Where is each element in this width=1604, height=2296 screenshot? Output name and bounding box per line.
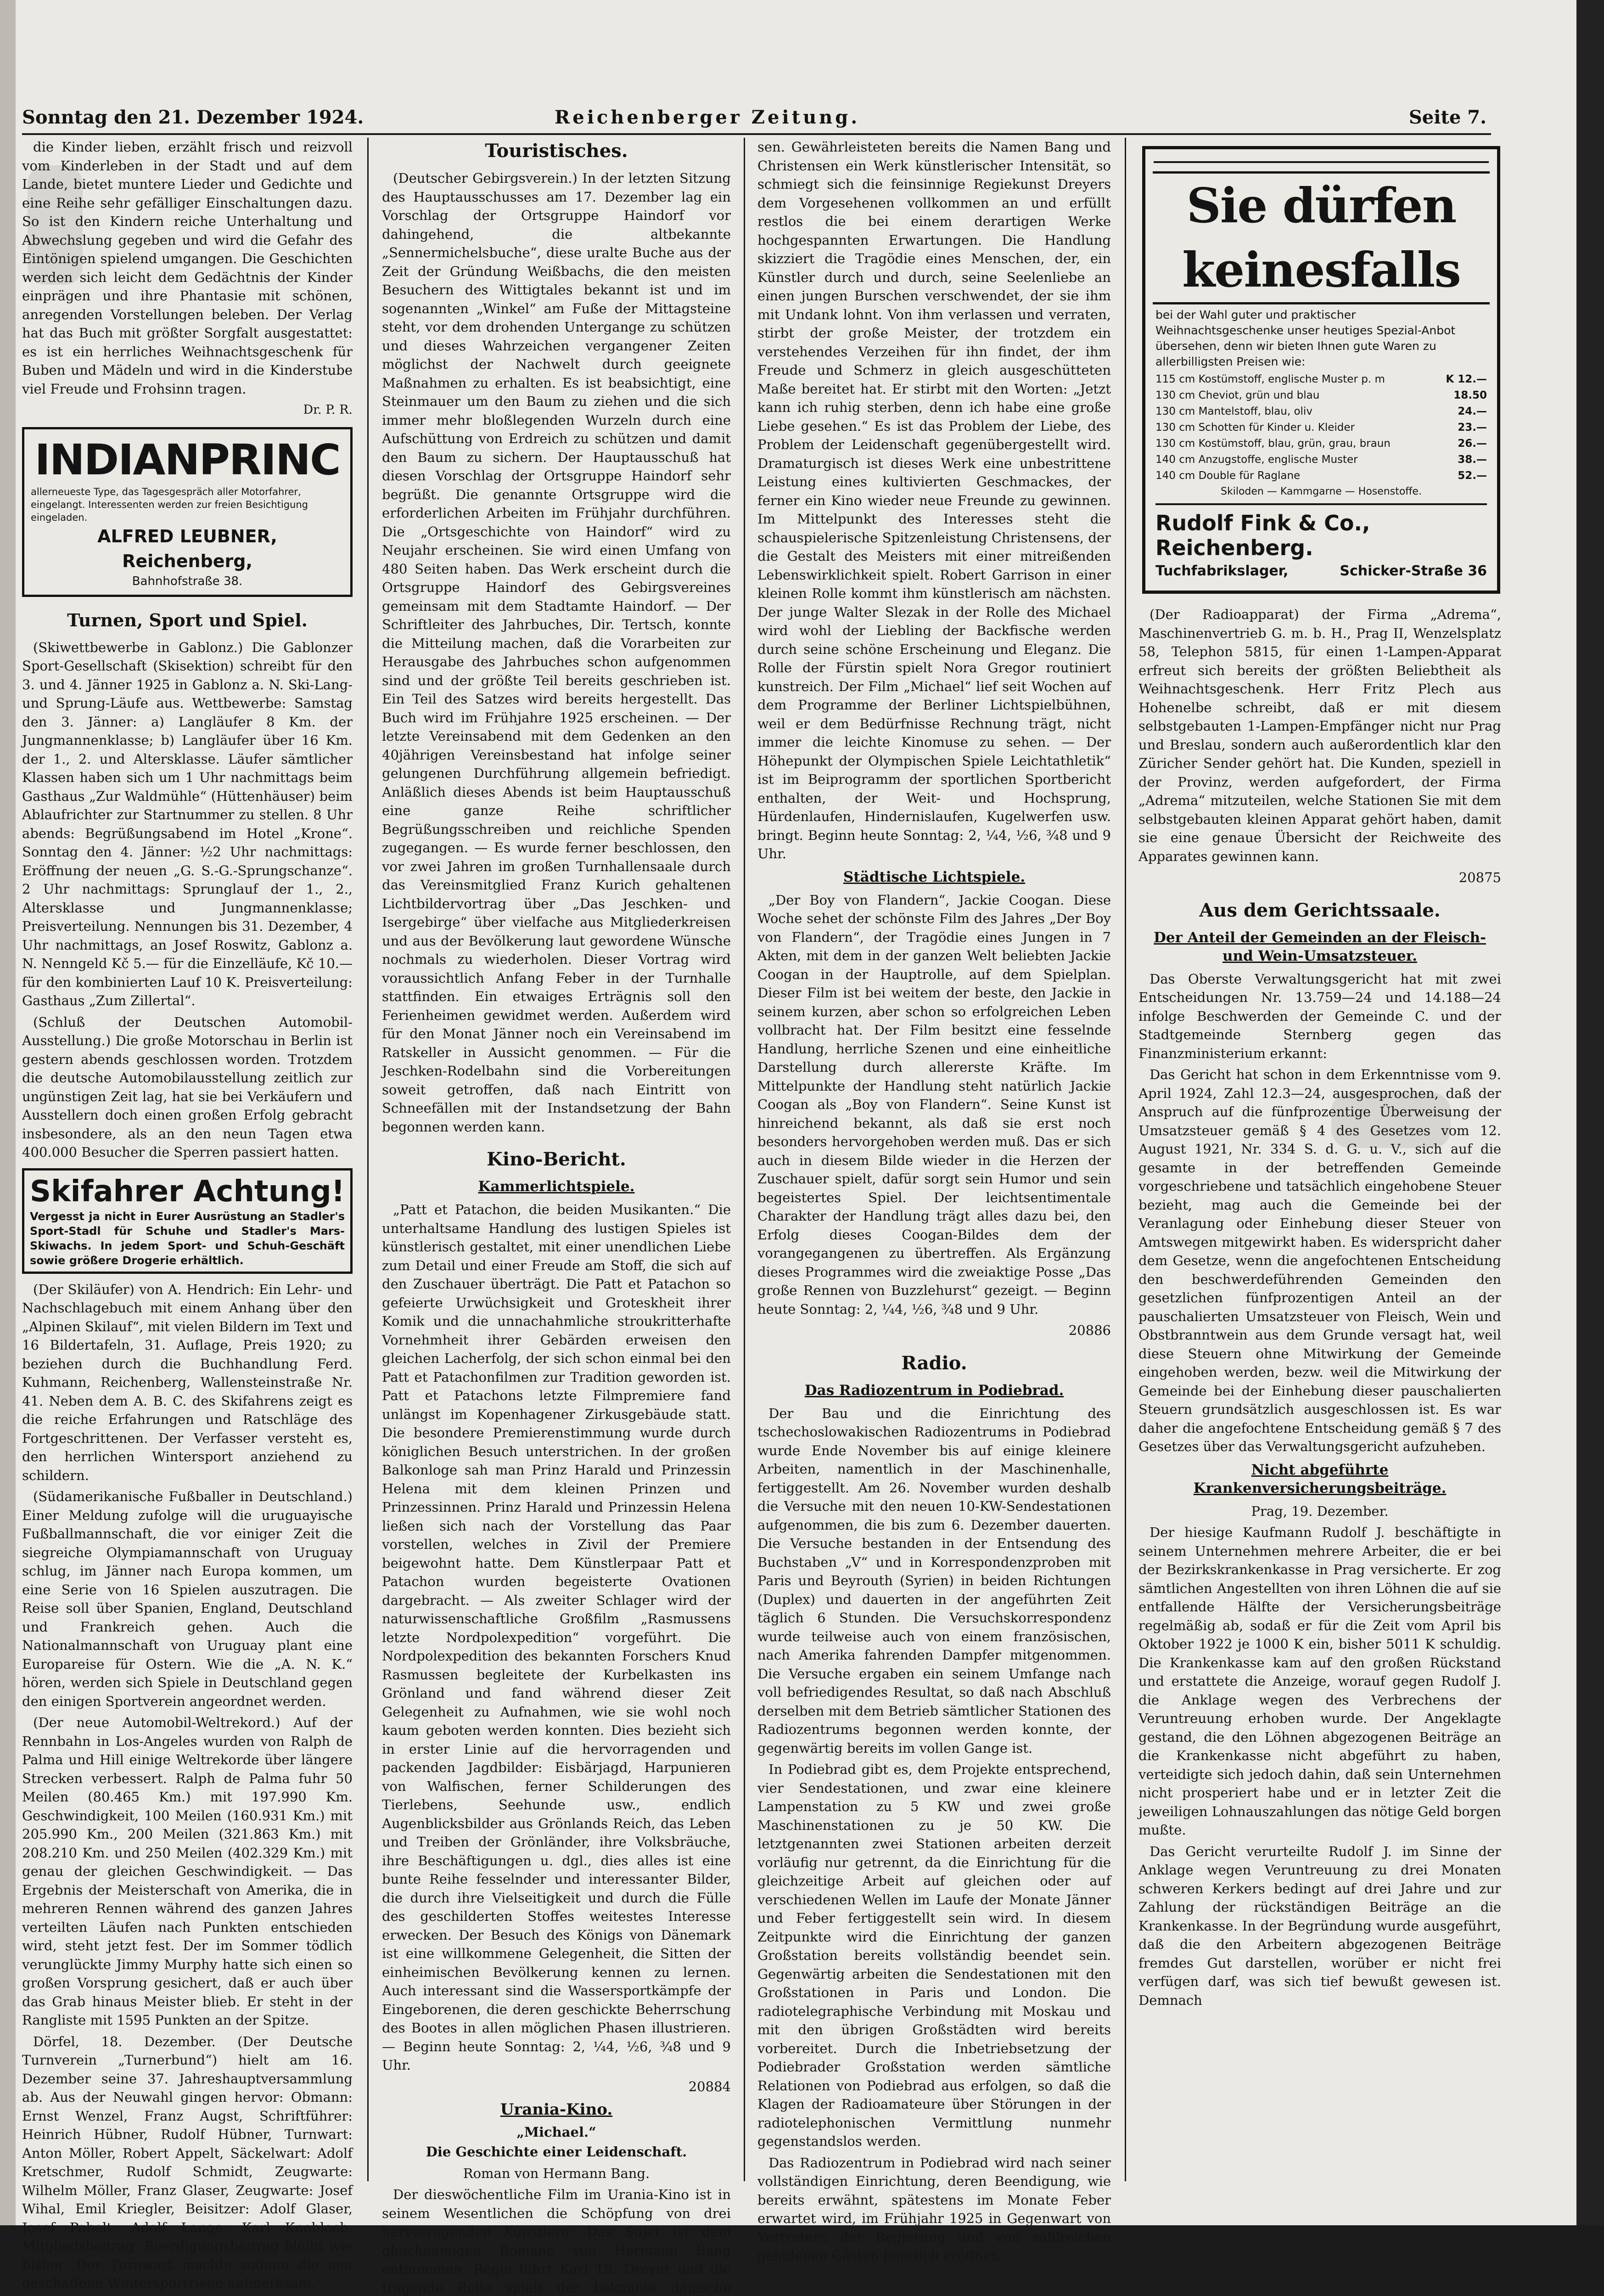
price-row: 115 cm Kostümstoff, englische Muster p. m K 12.— bbox=[1155, 373, 1487, 385]
sport-heading: Turnen, Sport und Spiel. bbox=[67, 609, 308, 630]
adrema-radio-notice: (Der Radioapparat) der Firma „Adrema“, Maschinenvertrieb G. m. b. H., Prag II, Wenzelsplatz 58, Telephon 5815, für einen 1-Lampen-Apparat erfreut sich bereits der größten Beliebtheit als Weihnachtsgeschenk. Herr Fritz Plech aus Hohenelbe schreibt, daß er mit diesem selbstgebauten 1-Lampen-Empfänger nicht nur Prag und Breslau, sondern auch außerordentlich klar den Züricher Sender gehört hat. Die Kunden, speziell in der Provinz, werden aufgefordert, der Firma „Adrema“ mitzuteilen, welche Stationen Sie mit dem selbstgebauten kleinen Apparat gehört haben, damit sie eine genaue Übersicht der Reichweite des Apparates gewinnen kann. bbox=[1139, 607, 1501, 864]
gerichtssaal-subheading: Der Anteil der Gemeinden an der Fleisch- und Wein-Umsatzsteuer. bbox=[1154, 929, 1486, 964]
radio-paragraph-3: Das Radiozentrum in Podiebrad wird nach seiner vollständigen Einrichtung, deren Beendigung, wie bereits erwähnt, spätestens im Monate Feber erwartet wird, im Frühjahr 1925 in Gegenwart von Vertretern der Regierung und von zahlreichen geladenen Gästen feierlich eröffnet. bbox=[757, 2155, 1111, 2263]
price-row: 130 cm Cheviot, grün und blau 18.50 bbox=[1155, 389, 1487, 401]
radio-heading: Radio. bbox=[901, 1352, 967, 1374]
staedtische-lichtspiele-number: 20886 bbox=[1068, 1322, 1111, 1338]
krankenversicherung-heading: Nicht abgeführte Krankenversicherungsbeiträge. bbox=[1193, 1461, 1447, 1497]
column-rule-3 bbox=[1125, 138, 1126, 2181]
urania-film-title: „Michael.“ bbox=[516, 2124, 596, 2140]
page-left-edge bbox=[0, 0, 16, 2225]
gerichtssaal-heading: Aus dem Gerichtssaale. bbox=[1199, 899, 1441, 921]
touristisches-heading: Touristisches. bbox=[485, 140, 628, 162]
ad-indian-title: INDIANPRINC bbox=[34, 435, 340, 484]
ad-ski-title: Skifahrer Achtung! bbox=[30, 1174, 345, 1209]
sport-skilaeufer-book: (Der Skiläufer) von A. Hendrich: Ein Lehr- und Nachschlagebuch mit einem Anhang über den „Alpinen Skilauf“, mit vielen Bildern im Text und 16 Bildertafeln, 31. Auflage, Preis 1920; zu beziehen durch die Buchhandlung Ferd. Kuhmann, Reichenberg, Wallensteinstraße Nr. 41. Neben dem A. B. C. des Skifahrens zeigt es die reiche Erfahrungen und Ratschläge des Fortgeschrittenen. Der Verfasser versteht es, den herrlichen Wintersport anziehend zu schildern. bbox=[22, 1281, 353, 1483]
ad-indian-dealer: ALFRED LEUBNER, Reichenberg, bbox=[97, 526, 277, 571]
page-right-edge bbox=[1576, 0, 1604, 2225]
header-page-number: Seite 7. bbox=[1408, 107, 1486, 128]
sport-ski-competition: (Skiwettbewerbe in Gablonz.) Die Gablonzer Sport-Gesellschaft (Skisektion) schreibt für den 3. und 4. Jänner 1925 in Gablonz a. N. Ski-Lang- und Sprung-Läufe aus. Wettbewerbe: Samstag den 3. Jänner: a) Langläufer 8 Km. der Jungmannenklasse; b) Langläufer über 16 Km. der 1., 2. und Altersklasse. Läufer sämtlicher Klassen haben sich um 1 Uhr nachmittags beim Gasthaus „Zur Waldmühle“ (Hüttenhäuser) beim Ablaufrichter zur Startnummer zu stellen. 8 Uhr abends: Begrüßungsabend im Hotel „Krone“. Sonntag den 4. Jänner: ½2 Uhr nachmittags: Eröffnung der neuen „G. S.-G.-Sprungschanze“. 2 Uhr nachmittags: Sprunglauf der 1., 2., Altersklasse und Jungmannenklasse; Preisverteilung. Nennungen bis 31. Dezember, 4 Uhr nachmittags, an Josef Roswitz, Gablonz a. N. Nenngeld Kč 5.— für die Einzelläufe, Kč 10.— für den kombinierten Lauf 10 K. Preisverteilung: Gasthaus „Zum Zillertal“. bbox=[22, 639, 353, 1008]
column-3 bbox=[757, 138, 1111, 2263]
adrema-radio-number: 20875 bbox=[1458, 870, 1501, 885]
urania-film-subtitle: Die Geschichte einer Leidenschaft. bbox=[426, 2144, 687, 2160]
price-row: 140 cm Double für Raglane 52.— bbox=[1155, 470, 1487, 482]
ad-fink-headline: Sie dürfen keinesfalls bbox=[1153, 171, 1490, 304]
column-4 bbox=[1139, 605, 1501, 2189]
sport-turnverein-doerfel: Dörfel, 18. Dezember. (Der Deutsche Turnverein „Turnerbund“) hielt am 16. Dezember seine 37. Jahreshauptversammlung ab. Aus der Neuwahl gingen hervor: Obmann: Ernst Wenzel, Franz Augst, Schriftführer: Heinrich Hübner, Rudolf Hübner, Turnwart: Anton Möller, Robert Appelt, Säckelwart: Adolf Kretschmer, Rudolf Schmidt, Zeugwarte: Wilhelm Möller, Franz Glaser, Zeugwarte: Josef Wihal, Emil Kriegler, Beisitzer: Adolf Glaser, Josef Pabelt, Adolf Lange, Karl Knobloch. Mitgliedsbeitrag, Beerdigungsbeitrag bleibt wie bisher. Der Turnwart machte sodann die neu geschaffene Wintersportriege aufmerksam. bbox=[22, 2033, 353, 2291]
ad-fink-top-rule bbox=[1154, 159, 1489, 163]
ad-indian-text: allerneueste Type, das Tagesgespräch aller Motorfahrer, eingelangt. Interessenten werden zur freien Besichtigung eingeladen. bbox=[31, 486, 308, 523]
ad-skifahrer bbox=[22, 1168, 353, 1274]
ad-indian-address: Bahnhofstraße 38. bbox=[132, 574, 243, 588]
krankenversicherung-paragraph-2: Das Gericht verurteilte Rudolf J. im Sinne der Anklage wegen Veruntreuung zu drei Monaten schweren Kerkers bedingt auf drei Jahre und zur Zahlung der rückständigen Beiträge an die Krankenkasse. In der Begründung wurde ausgeführt, daß die den Arbeitern abgezogenen Beiträge fremdes Gut darstellen, worüber er nicht frei verfügen darf, was sich tief bewußt gewesen ist. Demnach bbox=[1139, 1843, 1501, 2008]
kammerlichtspiele-heading: Kammerlichtspiele. bbox=[478, 1178, 635, 1195]
ad-rudolf-fink bbox=[1142, 146, 1500, 594]
ad-fink-intro: bei der Wahl guter und praktischer Weihnachtsgeschenke unser heutiges Spezial-Anbot übersehen, denn wir bieten Ihnen gute Waren zu allerbilligsten Preisen wie: bbox=[1155, 308, 1456, 368]
krankenversicherung-dateline: Prag, 19. Dezember. bbox=[1251, 1503, 1389, 1519]
column-rule-2 bbox=[744, 138, 745, 2181]
ad-fink-extra: Skiloden — Kammgarne — Hosenstoffe. bbox=[1221, 486, 1422, 497]
kammerlichtspiele-review: „Patt et Patachon, die beiden Musikanten.“ Die unterhaltsame Handlung des lustigen Spieles ist künstlerisch gestaltet, mit einer unendlichen Liebe zum Detail und einer Freude am Stoff, die sich auf den Zuschauer überträgt. Die Patt et Patachon so gefeierte Urwüchsigkeit und Groteskheit ihrer Komik und die unnachahmliche stroukritterhafte Vornehmheit ihrer Gebärden erweisen den gleichen Lacherfolg, der sich schon einmal bei den Patt et Patachonfilmen zur Tradition geworden ist. Patt et Patachons letzte Filmpremiere fand unlängst im Kopenhagener Zirkusgebäude statt. Die besondere Premierenstimmung wurde durch königlichen Besuch unterstrichen. In der großen Balkonloge sah man Prinz Harald und Prinzessin Helena mit dem kleinen Prinzen und Prinzessinnen. Prinz Harald und Prinzessin Helena ließen sich nach der Vorstellung das Paar vorstellen, welches in Zivil der Premiere beigewohnt hatte. Dem Künstlerpaar Patt et Patachon wurden begeisterte Ovationen dargebracht. — Als zweiter Schlager wird der naturwissenschaftliche Großfilm „Rasmussens letzte Nordpolexpedition“ vorgeführt. Die Nordpolexpedition des bekannten Forschers Knud Rasmussen begleitete der Kurbelkasten ins Grönland und fand während dieser Zeit Gelegenheit zu Aufnahmen, wie sie wohl noch kaum geboten werden konnten. Dies bezieht sich in erster Linie auf die hervorragenden und packenden Jagdbilder: Eisbärjagd, Harpunieren von Walfischen, ferner Schilderungen des Tierlebens, Seehunde usw., endlich Augenblicksbilder aus Grönlands Reich, das Leben und Treiben der Grönländer, ihre Volksbräuche, ihre Beschäftigungen u. dgl., dies alles ist eine bunte Reihe fesselnder und interessanter Bilder, die durch ihre Vielseitigkeit und durch die Fülle des geschilderten Stoffes weitestes Interesse erwecken. Der Besuch des Königs von Dänemark ist eine willkommene Gelegenheit, die Sitten der einheimischen Bevölkerung kennen zu lernen. Auch interessant sind die Wassersportkämpfe der Eingeborenen, die deren geschickte Beherrschung des Bootes in allen möglichen Phasen illustrieren. — Beginn heute Sonntag: 2, ¼4, ½6, ¾8 und 9 Uhr. bbox=[382, 1202, 731, 2073]
urania-film-author: Roman von Hermann Bang. bbox=[463, 2165, 650, 2181]
urania-review-continued: sen. Gewährleisteten bereits die Namen Bang und Christensen ein Werk künstlerischer Intensität, so schmiegt sich die feinsinnige Regiekunst Dreyers dem Vorgesehenen vollkommen an und erfüllt restlos die bei einem derartigen Werke hochgespannten Erwartungen. Die Handlung skizziert die Tragödie eines Menschen, der, ein Künstler durch und durch, seine Seelenliebe an einen jungen Burschen verschwendet, der sie ihm mit Undank lohnt. Von ihm verlassen und verraten, stirbt der große Meister, der trotzdem ein verstehendes Verzeihen für ihn findet, der ihm Freude und Schmerz in gleich ausgeschütteten Maße bereitet hat. Er stirbt mit den Worten: „Jetzt kann ich ruhig sterben, denn ich habe eine große Liebe gesehen.“ Es ist das Problem der Liebe, des Problem der Leidenschaft gegenübergestellt wird. Dramaturgisch ist dieses Werk eine unbestrittene Leistung eines kultivierten Geschmackes, der ferner ein Kino wieder neue Freunde zu gewinnen. Im Mittelpunkt des Interesses steht die schauspielerische Spitzenleistung Christensens, der die Gestalt des Meisters mit einer mitreißenden Lebenswirklichkeit spielt. Robert Garrison in einer kleinen Rolle kommt ihm künstlerisch am nächsten. Der junge Walter Slezak in der Rolle des Michael wird wohl der Liebling der Backfische werden durch seine schöne Erscheinung und Eleganz. Die Rolle der Fürstin spielt Nora Gregor routiniert kunstreich. Der Film „Michael“ lief seit Wochen auf dem Programme der Berliner Lichtspielbühnen, weil er dem Bedürfnisse Rechnung trägt, nicht immer die leichte Kinomuse zu sehen. — Der Höhepunkt der Olympischen Spiele Leichtathletik“ ist im Beiprogramm der sportlichen Sportbericht enthalten, der Weit- und Hochsprung, Hürdenlaufen, Hindernislaufen, Kugelwerfen usw. bringt. Beginn heute Sonntag: 2, ¼4, ½6, ¾8 und 9 Uhr. bbox=[757, 139, 1111, 861]
ad-fink-address bbox=[1155, 562, 1487, 580]
price-row: 140 cm Anzugstoffe, englische Muster 38.— bbox=[1155, 454, 1487, 466]
children-book-review: die Kinder lieben, erzählt frisch und reizvoll vom Kinderleben in der Stadt und auf dem Lande, bietet muntere Lieder und Gedichte und eine Reihe sehr gefälliger Einschaltungen dazu. So ist den Kindern reiche Unterhaltung und Abwechslung gegeben und wird die Gefahr des Eintönigen spielend umgangen. Die Geschichten werden sich leicht dem Gedächtnis der Kinder einprägen und ihre Phantasie mit schönen, anregenden Vorstellungen beleben. Der Verlag hat das Buch mit größter Sorgfalt ausgestattet: es ist ein herrliches Weihnachtsgeschenk für Buben und Mädeln und wird in die Kinderstube viel Freude und Frohsinn tragen. bbox=[22, 139, 353, 397]
ad-ski-text: Vergesst ja nicht in Eurer Ausrüstung an Stadler's Sport-Stadl für Schuhe und Stadler's Mars-Skiwachs. In jedem Sport- und Schuh-Geschäft sowie größere Drogerie erhältlich. bbox=[30, 1210, 345, 1267]
page-header bbox=[22, 107, 1486, 132]
ad-fink-firm: Rudolf Fink & Co., Reichenberg. bbox=[1155, 503, 1487, 560]
children-book-signature: Dr. P. R. bbox=[303, 403, 353, 417]
kammerlichtspiele-number: 20884 bbox=[688, 2078, 731, 2094]
header-rule bbox=[22, 133, 1491, 135]
print-smudge bbox=[1331, 1093, 1451, 1148]
kino-bericht-heading: Kino-Bericht. bbox=[487, 1148, 626, 1170]
ad-fink-address-right: Schicker-Straße 36 bbox=[1340, 563, 1487, 579]
gerichtssaal-paragraph-2: Das Gericht hat schon in dem Erkenntnisse vom 9. April 1924, Zahl 12.3—24, ausgesprochen, daß der Anspruch auf die fünfprozentige Überweisung der Umsatzsteuer gemäß § 4 des Gesetzes vom 12. August 1921, Nr. 334 S. d. G. u. V., sich auf die gesamte in der betreffenden Gemeinde vorgeschriebene und tatsächlich eingehobene Steuer bezieht, mag auch die Gemeinde bei der Veranlagung oder Einhebung dieser Steuer von Amtswegen mitgewirkt haben. Es widerspricht daher dem Gesetze, wenn die angefochtenen Entscheidung den beschwerdeführenden Gemeinden den gesetzlichen fünfprozentigen Anteil an der pauschalierten Umsatzsteuer von Fleisch, Wein und Obstbranntwein aus dem Grunde versagt hat, weil diese Steuern ohne Mitwirkung der Gemeinde eingehoben werden, bezw. weil die Mitwirkung der Gemeinde bei der Einhebung dieser pauschalierten Steuern grundsätzlich ausgeschlossen ist. Es war daher die angefochtene Entscheidung gemäß § 7 des Gesetzes über das Verwaltungsgericht aufzuheben. bbox=[1139, 1067, 1501, 1454]
sport-auto-world-record: (Der neue Automobil-Weltrekord.) Auf der Rennbahn in Los-Angeles wurden von Ralph de Palma und Hill einige Weltrekorde über längere Strecken verbessert. Ralph de Palma fuhr 50 Meilen (80.465 Km.) mit 197.990 Km. Geschwindigkeit, 100 Meilen (160.931 Km.) mit 205.990 Km., 200 Meilen (321.863 Km.) mit 208.210 Km. und 250 Meilen (402.329 Km.) mit genau der gleichen Geschwindigkeit. — Das Ergebnis der Meisterschaft von Amerika, die in mehreren Rennen während des ganzen Jahres verteilten Läufen nach Punkten entschieden wird, steht jetzt fest. Der im Sommer tödlich verunglückte Jimmy Murphy hatte sich einen so großen Vorsprung gesichert, daß er auch über das Grab hinaus Meister blieb. Er steht in der Rangliste mit 1595 Punkten an der Spitze. bbox=[22, 1715, 353, 2028]
price-row: 130 cm Schotten für Kinder u. Kleider 23.— bbox=[1155, 422, 1487, 433]
gebirgsverein-report: (Deutscher Gebirgsverein.) In der letzten Sitzung des Hauptausschusses am 17. Dezember lag ein Vorschlag der Ortsgruppe Haindorf vor dahingehend, die altbekannte „Sennermichelsbuche“, diese uralte Buche aus der Zeit der Gründung Weißbachs, die den meisten Besuchern des Wittigtales bekannt ist und im sogenannten „Winkel“ am Fuße der Mittagsteine steht, vor dem drohenden Untergange zu schützen und dieses Wahrzeichen vergangener Zeiten möglichst der Nachwelt durch geeignete Maßnahmen zu erhalten. Es ist beabsichtigt, eine Steinmauer um den Baum zu ziehen und die sich immer mehr bloßlegenden Wurzeln durch eine Aufschüttung von Erdreich zu schützen und damit den Baum zu sichern. Der Hauptausschuß hat diesen Vorschlag der Ortsgruppe Haindorf sehr begrüßt. Die genannte Ortsgruppe wird die erforderlichen Arbeiten im Frühjahr durchführen. Die „Ortsgeschichte von Haindorf“ wird zu Neujahr erscheinen. Sie wird einen Umfang von 480 Seiten haben. Das Werk erscheint durch die Ortsgruppe Haindorf des Gebirgsvereines gemeinsam mit dem Stadtamte Haindorf. — Der Schriftleiter des Jahrbuches, Dir. Tertsch, konnte die Mitteilung machen, daß die Vorarbeiten zur Herausgabe des Jahrbuches schon aufgenommen sind und der größte Teil bereits geschrieben ist. Ein Teil des Satzes wird bereits hergestellt. Das Buch wird im Frühjahre 1925 erscheinen. — Der letzte Vereinsabend mit dem Gedenken an den 40jährigen Vereinsbestand hat infolge seiner gelungenen Durchführung allgemein befriedigt. Anläßlich dieses Abends ist beim Hauptausschuß eine ganze Reihe schriftlicher Begrüßungsschreiben und reichliche Spenden zugegangen. — Es wurde ferner beschlossen, den vor zwei Jahren im großen Turnhallensaale durch das Vereinsmitglied Franz Kurich gehaltenen Lichtbildervortrag über „Das Jeschken- und Isergebirge“ über vielfache aus Mitgliederkreisen und aus der Bevölkerung laut gewordene Wünsche nochmals zu wiederholen. Dieser Vortrag wird voraussichtlich Anfang Feber in der Turnhalle stattfinden. Ein etwaiges Erträgnis soll den Ferienheimen gewidmet werden. Außerdem wird für den Monat Jänner noch ein Vereinsabend im Ratskeller in Aussicht genommen. — Für die Jeschken-Rodelbahn sind die Vorbereitungen soweit getroffen, daß nach Eintritt von Schneefällen mit der Instandsetzung der Bahn begonnen werden kann. bbox=[382, 170, 731, 1135]
price-row: 130 cm Kostümstoff, blau, grün, grau, braun 26.— bbox=[1155, 438, 1487, 450]
price-row: 130 cm Mantelstoff, blau, oliv 24.— bbox=[1155, 405, 1487, 417]
radio-paragraph-2: In Podiebrad gibt es, dem Projekte entsprechend, vier Sendestationen, und zwar eine kleinere Lampenstation zu 5 KW und zwei große Maschinenstationen zu je 50 KW. Die letztgenannten zwei Stationen arbeiten derzeit vorläufig nur getrennt, da die Einrichtung für die gleichzeitige Arbeit auf gleichen oder auf verschiedenen Wellen im Laufe der Monate Jänner und Feber fertiggestellt sein wird. In diesem Zeitpunkte wird die Einrichtung der ganzen Großstation bereits vollständig beendet sein. Gegenwärtig arbeiten die Sendestationen mit den Großstationen in Paris und London. Die radiotelegraphische Verbindung mit Moskau und mit den übrigen Großstädten wird bereits vorbereitet. Durch die Inbetriebsetzung der Podiebrader Großstation werden sämtliche Relationen von Podiebrad aus erfolgen, so daß die Klagen der Radioamateure über Störungen in der radiotelephonischen Vermittlung nunmehr gegenstandslos werden. bbox=[757, 1761, 1111, 2149]
print-smudge bbox=[28, 165, 83, 285]
urania-review: Der dieswöchentliche Film im Urania-Kino ist in seinem Wesentlichen die Schöpfung von drei hervorragenden Künstlern: Das Sujet ist dem gleichnamigen Romane von Hermann Bang entnommen, Regie führt Karl Th. Dreyer und die tragende Rolle spielt der bekannte dänische bbox=[382, 2187, 731, 2296]
header-masthead: Reichenberger Zeitung. bbox=[555, 107, 860, 128]
column-1 bbox=[22, 138, 353, 2291]
staedtische-lichtspiele-review: „Der Boy von Flandern“, Jackie Coogan. Diese Woche sehet der schönste Film des Jahres „Der Boy von Flandern“, der Tragödie eines Jungen in 7 Akten, mit dem in der ganzen Welt beliebten Jackie Coogan in der Hauptrolle, auf dem Spielplan. Dieser Film ist bei weitem der beste, den Jackie in seinem kurzen, aber schon so erfolgreichen Leben vollbracht hat. Der Film besitzt eine fesselnde Handlung, herrliche Szenen und eine einheitliche Darstellung durch allererste Kräfte. Im Mittelpunkte der Handlung steht natürlich Jackie Coogan als „Boy von Flandern“. Seine Kunst ist hinreichend bekannt, als daß sie erst noch besonders hervorgehoben werden muß. Das er sich auch in diesem Bilde wieder in die Herzen der Zuschauer spielt, dafür sorgt sein Humor und sein begeistertes Spiel. Der leichtsentimentale Charakter der Handlung trägt alles dazu bei, den Erfolg dieses Coogan-Bildes dem der vorangegangenen zu übertreffen. Als Ergänzung dieses Programmes wird die zweiaktige Posse „Das große Rennen von Buzzlehurst“ gezeigt. — Beginn heute Sonntag: 2, ¼4, ½6, ¾8 und 9 Uhr. bbox=[757, 892, 1111, 1317]
header-date: Sonntag den 21. Dezember 1924. bbox=[22, 107, 364, 128]
gerichtssaal-paragraph-1: Das Oberste Verwaltungsgericht hat mit zwei Entscheidungen Nr. 13.759—24 und 14.188—24 infolge Beschwerden der Gemeinde C. und der Stadtgemeinde Sternberg gegen das Finanzministerium erkannt: bbox=[1139, 971, 1501, 1061]
radio-subheading: Das Radiozentrum in Podiebrad. bbox=[804, 1382, 1064, 1399]
krankenversicherung-paragraph-1: Der hiesige Kaufmann Rudolf J. beschäftigte in seinem Unternehmen mehrere Arbeiter, die er bei der Bezirkskrankenkasse in Prag versicherte. Er zog sämtlichen Angestellten von ihren Löhnen die auf sie entfallende Hälfte der Versicherungsbeiträge regelmäßig ab, sodaß er für die Zeit vom April bis Oktober 1922 je 1000 K ein, bisher 5011 K schuldig. Die Krankenkasse kam auf den großen Rückstand und erstattete die Anzeige, worauf gegen Rudolf J. die Anklage wegen des Verbrechens der Veruntreuung erhoben wurde. Der Angeklagte gestand, die den Löhnen abgezogenen Beiträge an die Krankenkasse nicht abgeführt zu haben, verteidigte sich jedoch dahin, daß sein Unternehmen nicht prosperiert habe und er in letzter Zeit die jeweiligen Lohnauszahlungen das nötige Geld borgen mußte. bbox=[1139, 1525, 1501, 1838]
staedtische-lichtspiele-heading: Städtische Lichtspiele. bbox=[843, 868, 1026, 885]
sport-south-american-football: (Südamerikanische Fußballer in Deutschland.) Einer Meldung zufolge will die uruguayische Fußballmannschaft, die vor einiger Zeit die siegreiche Olympiamannschaft von Uruguay schlug, im Jänner nach Europa kommen, um eine Serie von 16 Spielen auszutragen. Die Reise soll über Spanien, England, Deutschland und Frankreich gehen. Auch die Nationalmannschaft von Uruguay plant eine Europareise für Ostern. Wie die „A. N. K.“ hören, werden sich Spiele in Deutschland gegen den einigen Sportverein angeordnet werden. bbox=[22, 1489, 353, 1709]
ad-indian-motorcycle bbox=[22, 427, 353, 597]
ad-fink-address-left: Tuchfabrikslager, bbox=[1155, 563, 1289, 579]
urania-kino-heading: Urania-Kino. bbox=[500, 2100, 613, 2119]
column-rule-1 bbox=[367, 138, 369, 2181]
radio-paragraph-1: Der Bau und die Einrichtung des tschechoslowakischen Radiozentrums in Podiebrad wurde Ende November bis auf einige kleinere Arbeiten, namentlich in der Maschinenhalle, fertiggestellt. Am 26. November wurden deshalb die Versuche mit den neuen 10-KW-Sendestationen aufgenommen, die bis zum 6. Dezember dauerten. Die Versuche bestanden in der Entsendung des Buchstaben „V“ und in Korrespondenzproben mit Paris und Beyrouth (Syrien) in beiden Richtungen (Duplex) und dauerten in der angeführten Zeit täglich 6 Stunden. Die Versuchskorrespondenz wurde teilweise auch von einem französischen, nach Amerika fahrenden Dampfer mitgenommen. Die Versuche ergaben ein seinem Umfange nach voll befriedigendes Resultat, so daß nach Abschluß derselben mit dem Betrieb sämtlicher Stationen des Radiozentrums begonnen werden konnte, der gegenwärtig bereits im vollen Gange ist. bbox=[757, 1405, 1111, 1756]
ad-fink-price-list bbox=[1155, 371, 1487, 484]
sport-auto-exhibition: (Schluß der Deutschen Automobil-Ausstellung.) Die große Motorschau in Berlin ist gestern abends geschlossen worden. Trotzdem die deutsche Automobilausstellung zeitlich zur ungünstigen Zeit lag, hat sie bei Verkäufern und Ausstellern doch einen großen Erfolg gebracht insbesondere, als an den neun Tagen etwa 400.000 Besucher die Sperren passiert hatten. bbox=[22, 1014, 353, 1160]
column-2 bbox=[382, 138, 731, 2296]
